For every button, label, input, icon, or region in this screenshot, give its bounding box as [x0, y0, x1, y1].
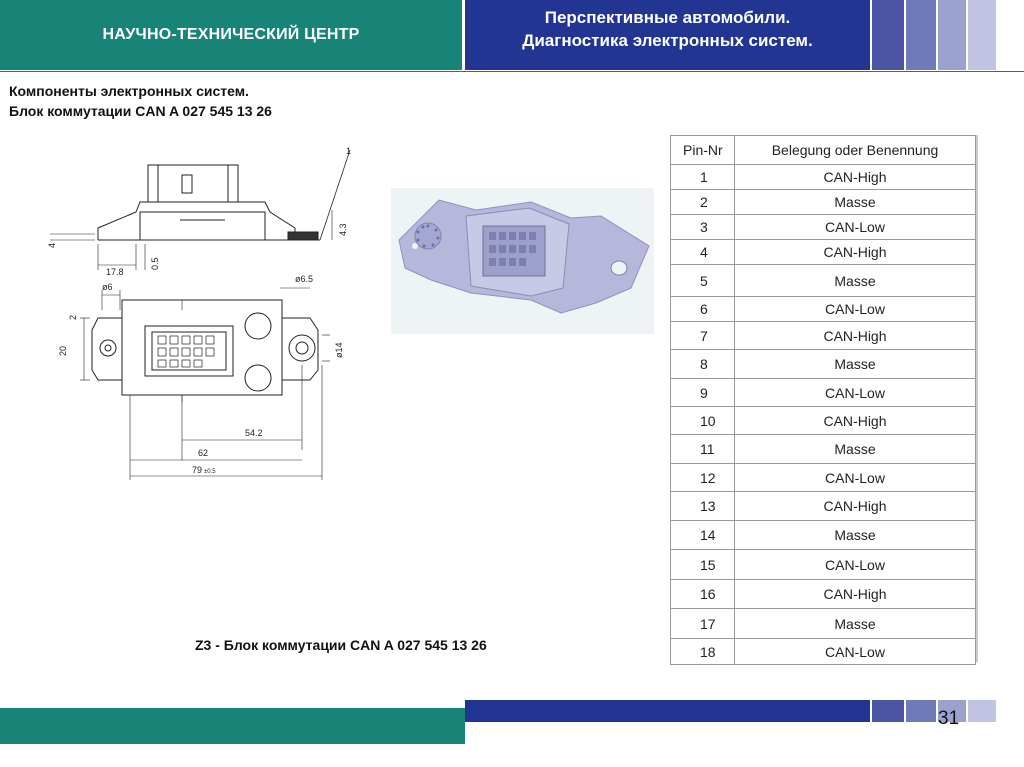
pin-assignment: CAN-Low: [735, 379, 976, 407]
pin-assignment-table: [670, 135, 976, 665]
table-row: [671, 379, 976, 407]
pin-assignment: CAN-Low: [735, 639, 976, 665]
pin-number: 14: [671, 521, 735, 550]
pin-assignment: CAN-High: [735, 407, 976, 435]
header-decor-square: [968, 0, 996, 70]
pin-assignment: Masse: [735, 265, 976, 297]
header-decor-square: [872, 0, 904, 70]
page-number: 31: [938, 708, 960, 729]
technical-drawing: [40, 140, 370, 490]
pin-number: 13: [671, 492, 735, 521]
subtitle-line-1: Компоненты электронных систем.: [9, 83, 249, 99]
footer-green-bar: [0, 708, 465, 744]
pin-number: 11: [671, 435, 735, 464]
pin-number: 6: [671, 297, 735, 322]
pin-assignment: CAN-High: [735, 165, 976, 190]
subtitle-line-2: Блок коммутации CAN A 027 545 13 26: [9, 103, 272, 119]
pin-assignment: Masse: [735, 435, 976, 464]
center-name: НАУЧНО-ТЕХНИЧЕСКИЙ ЦЕНТР: [102, 26, 360, 43]
dim-label: 4: [47, 242, 57, 248]
pin-number: 18: [671, 639, 735, 665]
table-row: [671, 215, 976, 240]
table-row: [671, 639, 976, 665]
figure-caption: Z3 - Блок коммутации CAN A 027 545 13 26: [195, 637, 487, 653]
dim-label: 62: [198, 448, 209, 458]
footer-decor-square: [968, 700, 996, 722]
slide-subtitle: [9, 81, 272, 121]
dim-label: ø14: [334, 342, 344, 358]
pin-number: 8: [671, 350, 735, 379]
pin-number: 10: [671, 407, 735, 435]
dim-label: 2: [68, 314, 78, 320]
pin-assignment: CAN-Low: [735, 215, 976, 240]
pin-assignment: Masse: [735, 190, 976, 215]
pin-number: 1: [671, 165, 735, 190]
pin-assignment: CAN-High: [735, 492, 976, 521]
dim-label: 1: [346, 146, 352, 156]
dim-label: ø6: [102, 282, 113, 292]
title-line-1: Перспективные автомобили.: [544, 8, 791, 27]
table-row: [671, 350, 976, 379]
dim-label: 20: [58, 345, 68, 356]
pin-assignment: Masse: [735, 350, 976, 379]
pin-number: 2: [671, 190, 735, 215]
dim-tolerance: ±0.5: [204, 469, 216, 475]
dim-label: 54.2: [245, 428, 263, 438]
header-center-name-banner: [0, 0, 462, 70]
footer-blue-bar: [465, 700, 870, 722]
table-row: [671, 550, 976, 580]
table-row: [671, 609, 976, 639]
header-decor-square: [938, 0, 966, 70]
pin-assignment: Masse: [735, 521, 976, 550]
dim-label: 4.3: [338, 223, 348, 236]
table-row: [671, 297, 976, 322]
table-row: [671, 407, 976, 435]
header-title-banner: [465, 0, 870, 70]
pin-assignment: CAN-High: [735, 322, 976, 350]
side-view: [50, 150, 350, 270]
pin-assignment: Masse: [735, 609, 976, 639]
header-divider: [0, 71, 1024, 72]
title-line-2: Диагностика электронных систем.: [522, 31, 813, 50]
table-row: [671, 464, 976, 492]
table-row: [671, 492, 976, 521]
pin-number: 4: [671, 240, 735, 265]
footer-decor-square: [872, 700, 904, 722]
dim-label: 17.8: [106, 267, 124, 277]
column-header-assignment: Belegung oder Benennung: [735, 136, 976, 165]
dim-label: ø6.5: [295, 274, 314, 284]
table-row: [671, 580, 976, 609]
table-header-row: [671, 136, 976, 165]
pin-assignment: CAN-Low: [735, 550, 976, 580]
pin-number: 5: [671, 265, 735, 297]
pin-assignment: CAN-Low: [735, 297, 976, 322]
dim-label: 0.5: [150, 257, 160, 270]
pin-assignment: CAN-Low: [735, 464, 976, 492]
pin-number: 7: [671, 322, 735, 350]
pin-assignment: CAN-High: [735, 240, 976, 265]
module-photo: [391, 188, 654, 334]
table-row: [671, 322, 976, 350]
header-decor-square: [906, 0, 936, 70]
table-row: [671, 265, 976, 297]
pin-number: 16: [671, 580, 735, 609]
dim-label: 79: [192, 465, 203, 475]
pin-number: 9: [671, 379, 735, 407]
pin-assignment: CAN-High: [735, 580, 976, 609]
pin-number: 12: [671, 464, 735, 492]
column-header-pin: Pin-Nr: [671, 136, 735, 165]
table-row: [671, 240, 976, 265]
table-row: [671, 165, 976, 190]
pin-number: 15: [671, 550, 735, 580]
footer-decor-square: [906, 700, 936, 722]
table-row: [671, 521, 976, 550]
pin-number: 17: [671, 609, 735, 639]
table-row: [671, 190, 976, 215]
table-row: [671, 435, 976, 464]
pin-number: 3: [671, 215, 735, 240]
